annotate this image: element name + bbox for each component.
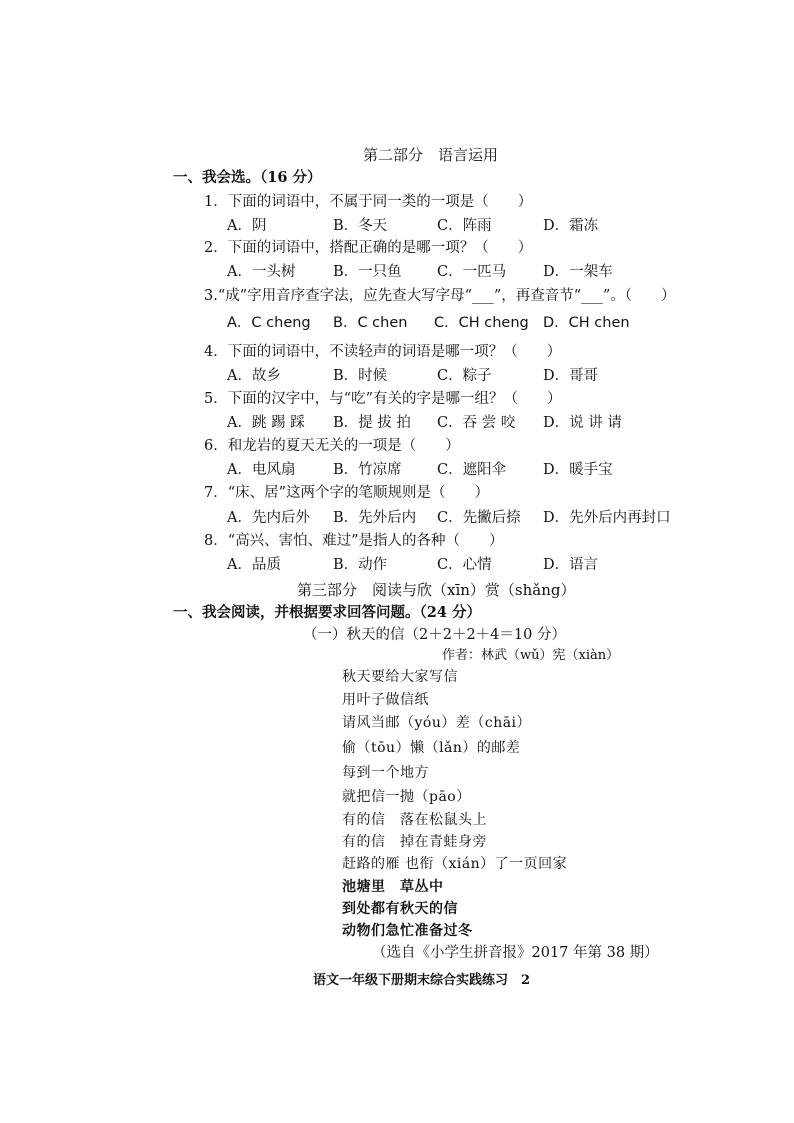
poem-line: 秋天要给大家写信 — [342, 669, 458, 685]
poem-line: 有的信 落在松鼠头上 — [342, 812, 487, 828]
poem-line: 偷（tōu）懒（lǎn）的邮差 — [342, 740, 521, 756]
q8-option-d: D．语言 — [543, 557, 599, 573]
q8-option-c: C．心情 — [437, 557, 492, 573]
q2-option-c: C．一匹马 — [437, 264, 507, 280]
part3-title: 第三部分 阅读与欣（xīn）赏（shǎng） — [297, 581, 576, 599]
poem-line: 动物们急忙准备过冬 — [342, 923, 473, 939]
question-2: 2．下面的词语中，搭配正确的是哪一项？（ ） — [204, 240, 533, 256]
poem-source: （选自《小学生拼音报》2017 年第 38 期） — [372, 945, 659, 961]
question-3: 3.“成”字用音序查字法，应先查大写字母“___”，再查音节“___”。（ ） — [204, 288, 676, 304]
q2-option-a: A．一头树 — [227, 264, 296, 280]
q1-option-a: A．阴 — [227, 218, 267, 234]
q7-option-a: A．先内后外 — [227, 510, 310, 526]
q3-option-d: D．CH chen — [543, 315, 630, 331]
q4-option-d: D．哥哥 — [543, 368, 599, 384]
q1-option-b: B．冬天 — [333, 218, 388, 234]
q3-option-b: B．C chen — [333, 315, 408, 331]
q1-option-d: D．霜冻 — [543, 218, 599, 234]
poem-line: 池塘里 草丛中 — [342, 879, 444, 895]
part3-section1-heading: 一、我会阅读，并根据要求回答问题。（24 分） — [173, 604, 481, 621]
q4-option-c: C．粽子 — [437, 368, 492, 384]
poem-line: 用叶子做信纸 — [342, 692, 429, 708]
q4-option-a: A．故乡 — [227, 368, 281, 384]
q7-option-b: B．先外后内 — [333, 510, 417, 526]
q5-option-b: B．提 拔 拍 — [333, 415, 411, 431]
poem-line: 就把信一抛（pāo） — [342, 789, 471, 805]
q2-option-b: B．一只鱼 — [333, 264, 402, 280]
question-6: 6．和龙岩的夏天无关的一项是（ ） — [204, 438, 460, 454]
q6-option-c: C．遮阳伞 — [437, 462, 507, 478]
q6-option-a: A．电风扇 — [227, 462, 296, 478]
question-1: 1．下面的词语中，不属于同一类的一项是（ ） — [204, 194, 533, 210]
poem-line: 每到一个地方 — [342, 765, 429, 781]
question-8: 8．“高兴、害怕、难过”是指人的各种（ ） — [204, 533, 504, 549]
part2-title: 第二部分 语言运用 — [363, 146, 499, 164]
q5-option-d: D．说 讲 请 — [543, 415, 622, 431]
q6-option-b: B．竹凉席 — [333, 462, 402, 478]
q6-option-d: D．暖手宝 — [543, 462, 613, 478]
q2-option-d: D．一架车 — [543, 264, 613, 280]
question-4: 4．下面的词语中，不读轻声的词语是哪一项？（ ） — [204, 344, 562, 360]
poem-line: 赶路的雁 也衔（xián）了一页回家 — [342, 856, 568, 872]
q7-option-d: D．先外后内再封口 — [543, 510, 671, 526]
q3-option-c: C．CH cheng — [434, 315, 529, 331]
q5-option-a: A．跳 踢 踩 — [227, 415, 305, 431]
q4-option-b: B．时候 — [333, 368, 388, 384]
passage-author: 作者：林武（wǔ）宪（xiàn） — [442, 648, 620, 663]
poem-line: 请风当邮（yóu）差（chāi） — [342, 715, 532, 731]
passage-title: （一）秋天的信（2＋2＋2＋4＝10 分） — [303, 627, 566, 643]
q3-option-a: A．C cheng — [227, 315, 311, 331]
question-7: 7．“床、居”这两个字的笔顺规则是（ ） — [204, 485, 490, 501]
page-footer: 语文一年级下册期末综合实践练习 2 — [313, 973, 531, 988]
q8-option-a: A．品质 — [227, 557, 281, 573]
question-5: 5．下面的汉字中，与“吃”有关的字是哪一组？（ ） — [204, 391, 562, 407]
poem-line: 有的信 掉在青蛙身旁 — [342, 834, 487, 850]
poem-line: 到处都有秋天的信 — [342, 901, 458, 917]
q7-option-c: C．先撇后捺 — [437, 510, 521, 526]
part2-section1-heading: 一、我会选。（16 分） — [173, 169, 322, 186]
q8-option-b: B．动作 — [333, 557, 388, 573]
q5-option-c: C．吞 尝 咬 — [437, 415, 516, 431]
q1-option-c: C．阵雨 — [437, 218, 492, 234]
